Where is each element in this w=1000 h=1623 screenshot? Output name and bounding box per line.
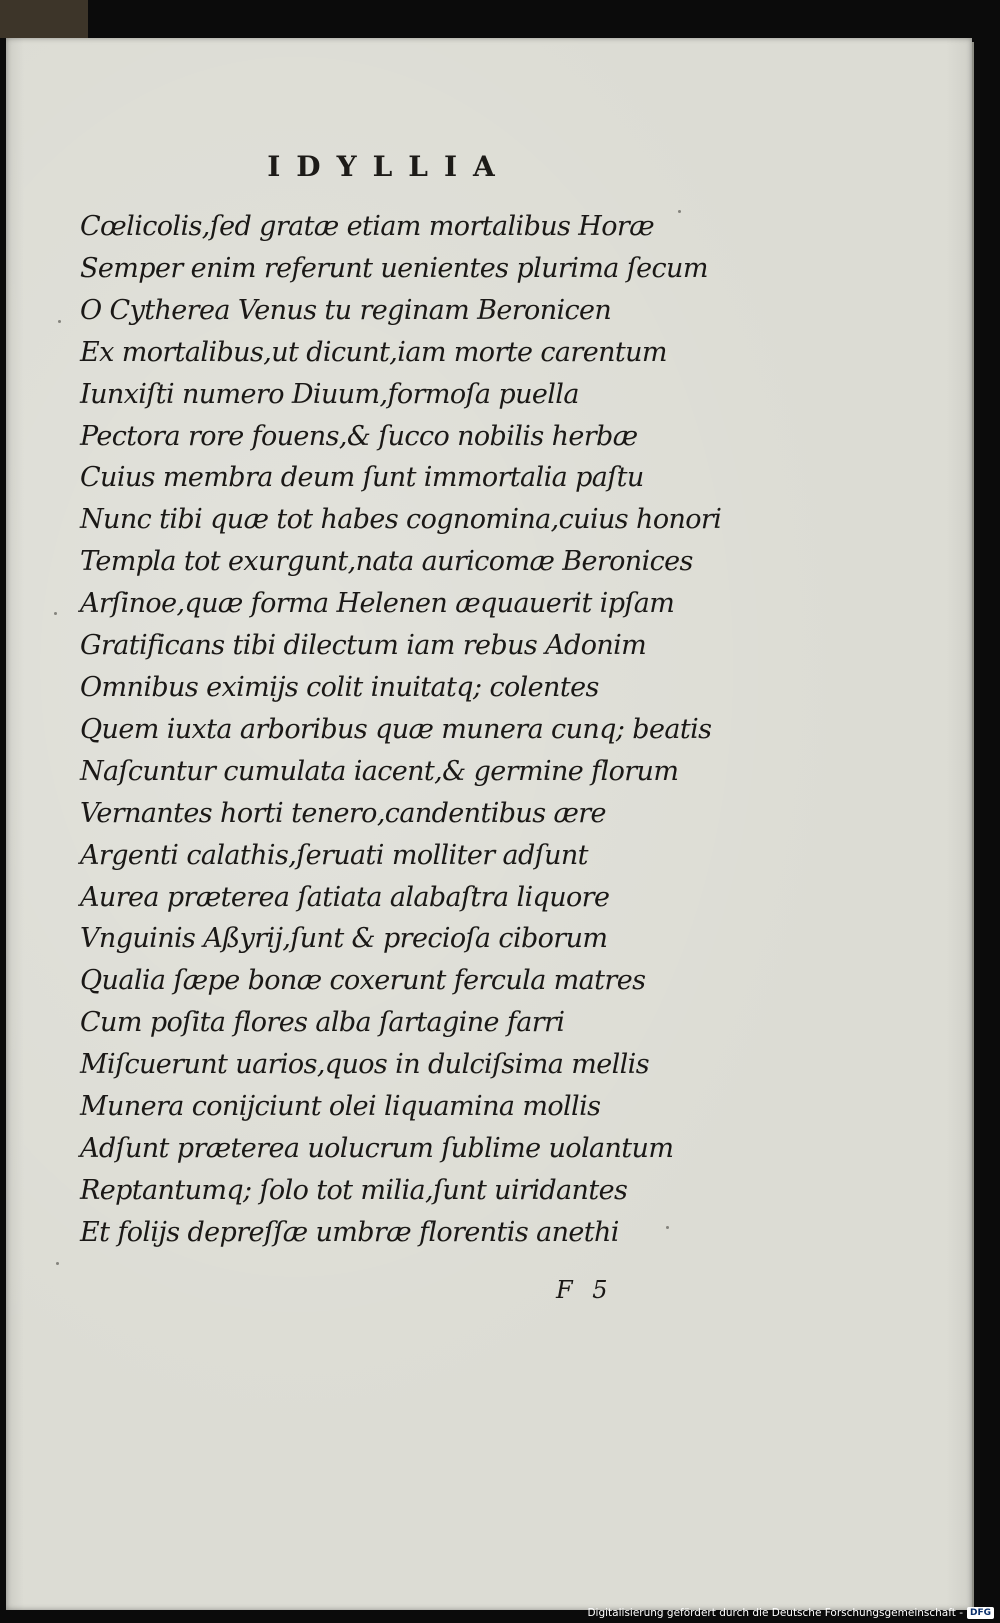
verse-line: Reptantumq; ſolo tot milia,ſunt uiridantes bbox=[80, 1174, 628, 1206]
ink-speck bbox=[54, 612, 57, 615]
verse-line: Munera conijciunt olei liquamina mollis bbox=[80, 1091, 601, 1123]
verse-line: Semper enim referunt uenientes plurima ſecum bbox=[80, 252, 708, 284]
ink-speck bbox=[678, 210, 681, 213]
verse-lines bbox=[80, 206, 721, 1254]
verse-line: Nunc tibi quæ tot habes cognomina,cuius honori bbox=[80, 504, 722, 536]
verse-line: Adſunt præterea uolucrum ſublime uolantum bbox=[80, 1132, 674, 1164]
verse-line: Quem iuxta arboribus quæ munera cunq; beatis bbox=[80, 713, 712, 745]
verse-line: Naſcuntur cumulata iacent,& germine florum bbox=[80, 755, 679, 787]
verse-line: Aurea præterea ſatiata alabaſtra liquore bbox=[80, 881, 610, 913]
verse-line: Ex mortalibus,ut dicunt,iam morte carentum bbox=[80, 336, 667, 368]
verse-line: Qualia ſæpe bonæ coxerunt fercula matres bbox=[80, 965, 646, 997]
verse-line: Iunxiſti numero Diuum,formoſa puella bbox=[80, 378, 579, 410]
verse-line: Templa tot exurgunt,nata auricomæ Beronices bbox=[80, 546, 693, 578]
verse-line: Argenti calathis,ſeruati molliter adſunt bbox=[80, 839, 588, 871]
funding-credit: Digitalisierung gefördert durch die Deutsche Forschungsgemeinschaft - bbox=[587, 1607, 963, 1619]
verse-line: Miſcuerunt uarios,quos in dulciſsima mellis bbox=[80, 1049, 649, 1081]
verse-line: Cœlicolis,ſed gratæ etiam mortalibus Horæ bbox=[80, 211, 654, 242]
running-head: IDYLLIA bbox=[267, 150, 511, 183]
digitization-footer bbox=[587, 1605, 994, 1621]
verse-line: Cuius membra deum ſunt immortalia paſtu bbox=[80, 462, 644, 494]
verse-line: Vnguinis Aßyrij,ſunt & precioſa ciborum bbox=[80, 923, 608, 955]
ink-speck bbox=[56, 1262, 59, 1265]
verse-line: Cum poſita flores alba ſartagine farri bbox=[80, 1007, 565, 1039]
book-binding bbox=[0, 0, 88, 38]
verse-line: Vernantes horti tenero,candentibus ære bbox=[80, 797, 606, 829]
ink-speck bbox=[666, 1226, 669, 1229]
book-page bbox=[6, 38, 972, 1610]
verse-line: Omnibus eximijs colit inuitatq; colentes bbox=[80, 671, 599, 703]
verse-line: Pectora rore fouens,& ſucco nobilis herbæ bbox=[80, 420, 638, 452]
dfg-logo: DFG bbox=[967, 1607, 994, 1619]
ink-speck bbox=[58, 320, 61, 323]
signature-mark: F 5 bbox=[556, 1276, 614, 1304]
verse-line: Gratificans tibi dilectum iam rebus Adonim bbox=[80, 630, 647, 662]
verse-line: O Cytherea Venus tu reginam Beronicen bbox=[80, 294, 612, 326]
verse-line: Et folijs depreſſæ umbræ florentis anethi bbox=[80, 1216, 619, 1248]
verse-line: Arſinoe,quæ forma Helenen æquauerit ipſam bbox=[80, 588, 675, 620]
